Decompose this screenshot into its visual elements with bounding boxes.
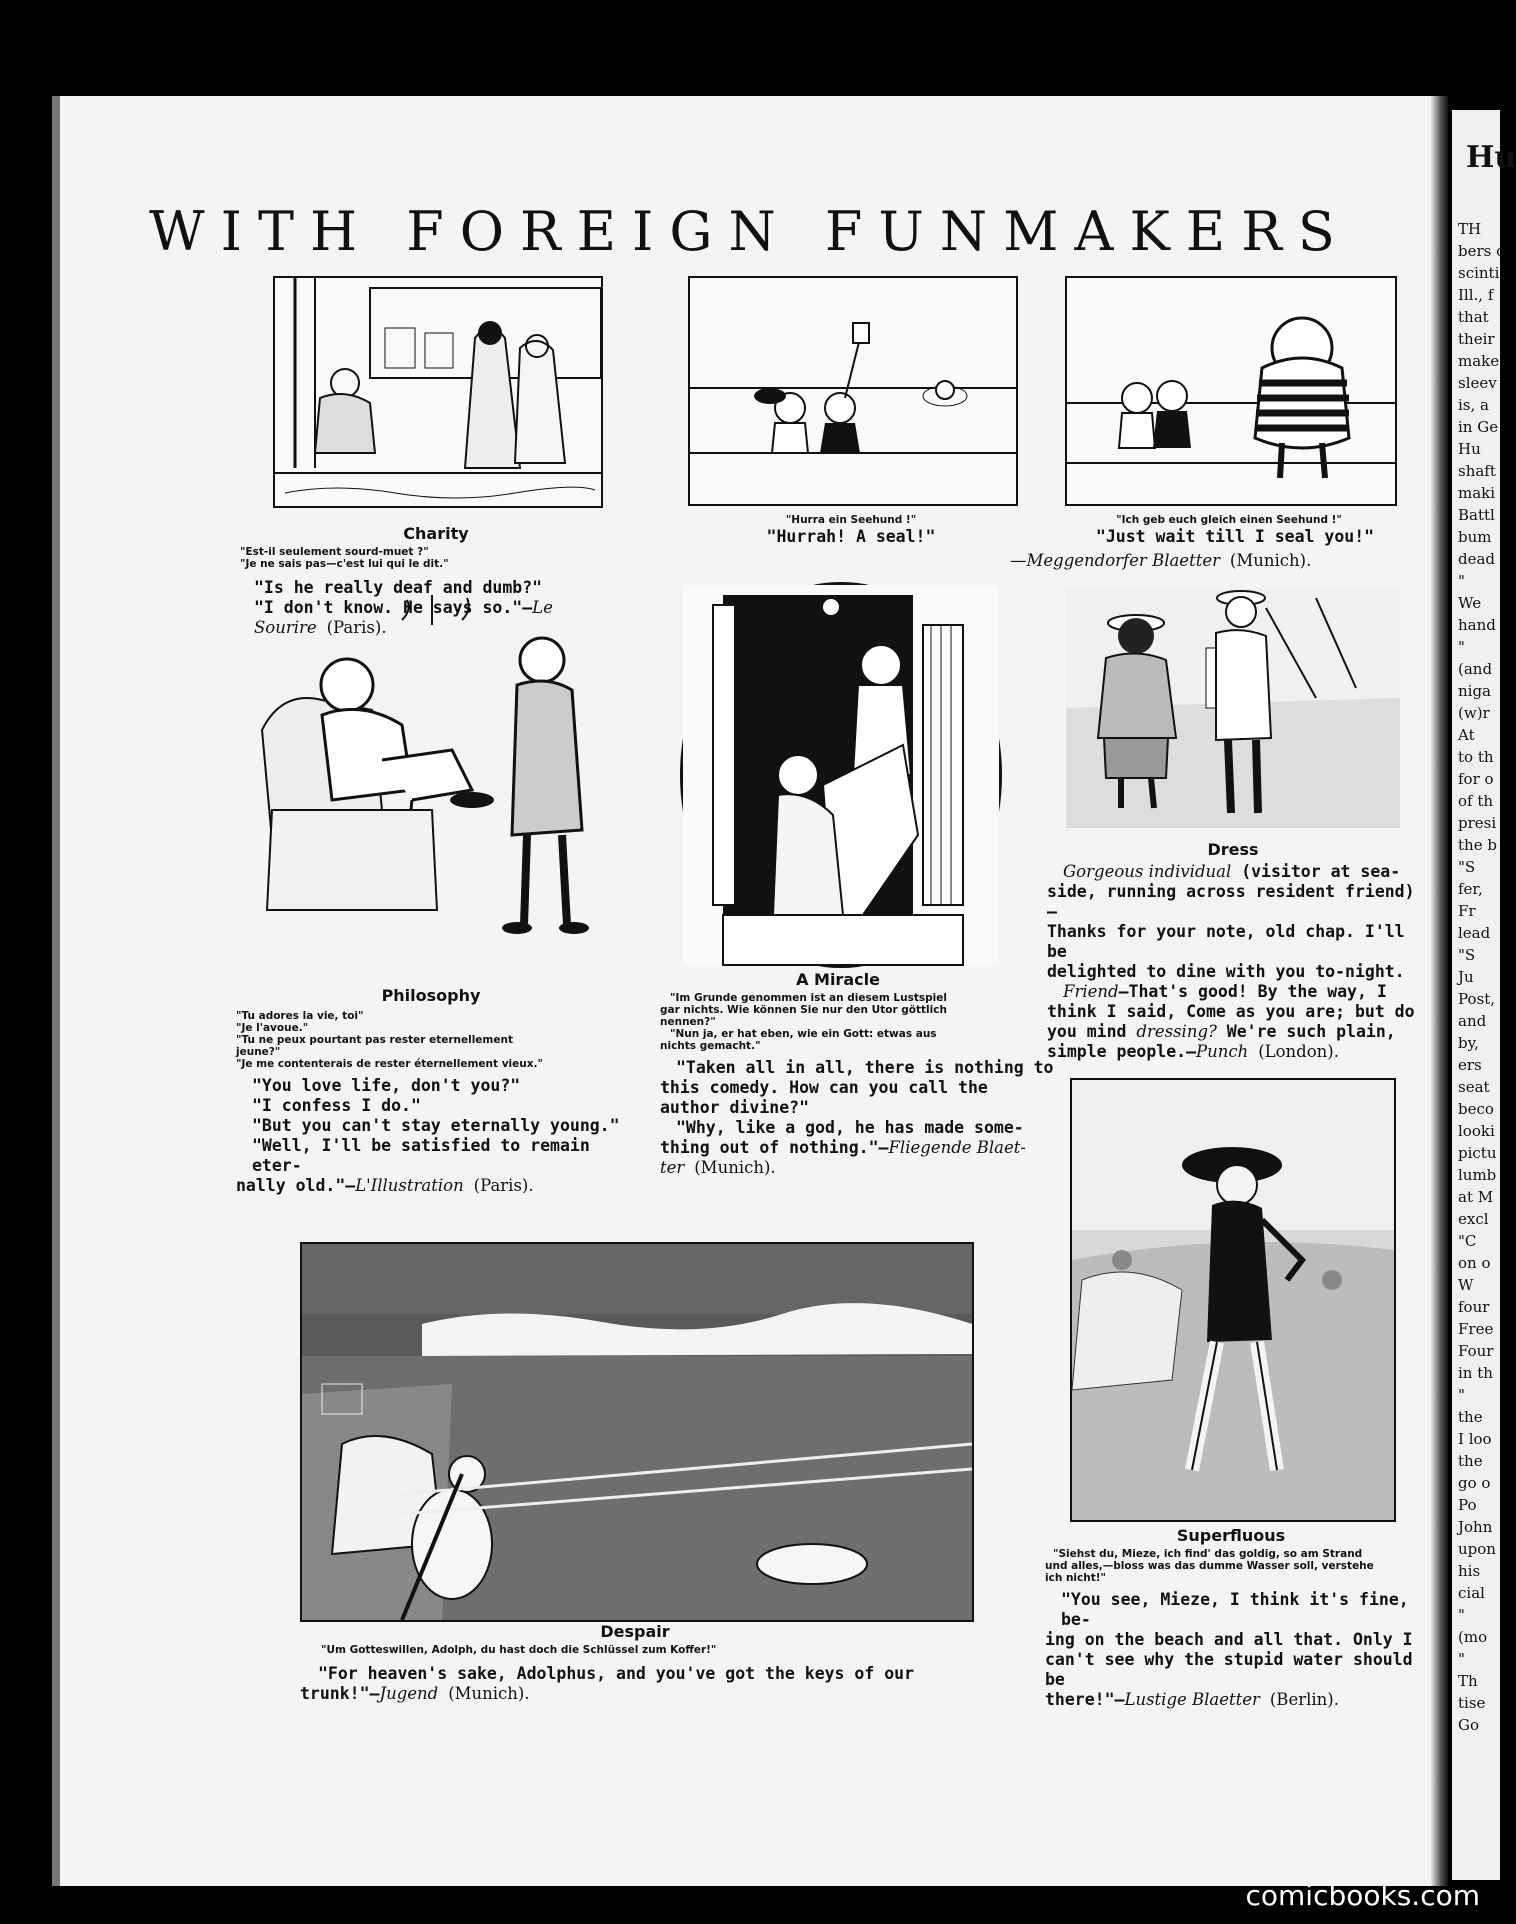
charity-original-line: "Est-il seulement sourd-muet ?" [240, 546, 429, 558]
dress-caption-title: Dress [1207, 840, 1259, 859]
miracle-line: "Why, like a god, he has made some- [676, 1118, 1024, 1137]
dress-illustration [1066, 588, 1400, 828]
seal-one-original: "Hurra ein Seehund !" [785, 514, 917, 526]
charity-illustration [275, 278, 601, 506]
adjacent-page-fragment: " [1458, 572, 1465, 590]
charity-original-text [240, 546, 449, 570]
adjacent-page-fragment: the [1458, 1408, 1483, 1426]
dress-line-text: —That's good! By the way, I [1118, 982, 1387, 1001]
superfluous-line: ing on the beach and all that. Only I [1045, 1630, 1413, 1649]
seal-two-source: —Meggendorfer Blaetter [1010, 551, 1220, 570]
superfluous-original-text [1045, 1548, 1374, 1584]
adjacent-page-fragment: presi [1458, 814, 1497, 832]
adjacent-page-fragment: beco [1458, 1100, 1494, 1118]
miracle-translation [660, 1058, 1060, 1178]
adjacent-page-fragment: Free [1458, 1320, 1494, 1338]
philosophy-caption-title: Philosophy [381, 986, 481, 1005]
adjacent-page-fragment: Hu [1458, 440, 1481, 458]
despair-line-text: trunk!"— [300, 1684, 380, 1703]
philosophy-source: L'Illustration [355, 1176, 464, 1195]
adjacent-page-fragment: W [1458, 1276, 1474, 1294]
miracle-original-line: gar nichts. Wie können Sie nur den Utor göttlich [660, 1004, 947, 1016]
philosophy-line: "But you can't stay eternally young." [252, 1116, 620, 1135]
adjacent-page-fragment: pictu [1458, 1144, 1497, 1162]
adjacent-page-fragment: shaft [1458, 462, 1496, 480]
superfluous-location: (Berlin). [1269, 1690, 1339, 1709]
miracle-line-text: thing out of nothing."— [660, 1138, 889, 1157]
adjacent-page-fragment: lead [1458, 924, 1491, 942]
miracle-original-line: nichts gemacht." [660, 1040, 761, 1052]
adjacent-page-fragment: the b [1458, 836, 1497, 854]
adjacent-page-fragment: At [1458, 726, 1475, 744]
adjacent-page-fragment: lumb [1458, 1166, 1497, 1184]
miracle-original-line: "Nun ja, er hat eben, wie ein Gott: etwas aus [670, 1028, 937, 1040]
charity-original-line: "Je ne sais pas—c'est lui qui le dit." [240, 558, 449, 570]
superfluous-original-line: ich nicht!" [1045, 1572, 1107, 1584]
superfluous-caption-title: Superfluous [1176, 1526, 1286, 1545]
adjacent-page-fragment: Ill., f [1458, 286, 1494, 304]
dress-speaker: Gorgeous individual [1063, 862, 1232, 881]
philosophy-translation [236, 1076, 636, 1196]
philosophy-line: "Well, I'll be satisfied to remain eter- [252, 1136, 590, 1175]
miracle-caption-title: A Miracle [796, 970, 880, 989]
superfluous-original-line: "Siehst du, Mieze, ich find' das goldig, so am Strand [1053, 1548, 1363, 1560]
miracle-source: Fliegende Blaet- [888, 1138, 1026, 1157]
adjacent-page-fragment: bum [1458, 528, 1492, 546]
adjacent-page-fragment: Th [1458, 1672, 1478, 1690]
adjacent-page-fragment: Four [1458, 1342, 1494, 1360]
adjacent-page-fragment: scinti [1458, 264, 1500, 282]
adjacent-page-fragment: Ju [1458, 968, 1474, 986]
dress-source: Punch [1196, 1042, 1249, 1061]
adjacent-page-fragment: excl [1458, 1210, 1489, 1228]
adjacent-page-fragment: to th [1458, 748, 1494, 766]
seal-cartoon-two [1065, 276, 1397, 506]
superfluous-line: can't see why the stupid water should be [1045, 1650, 1413, 1689]
dress-friend: Friend [1063, 982, 1119, 1001]
philosophy-original-line: jeune?" [236, 1046, 281, 1058]
dress-line [1047, 1042, 1417, 1062]
despair-cartoon [300, 1242, 974, 1622]
adjacent-page-fragment: "C [1458, 1232, 1477, 1250]
dress-line-text: simple people.— [1047, 1042, 1197, 1061]
miracle-line: this comedy. How can you call the [660, 1078, 988, 1097]
adjacent-page-fragment: Go [1458, 1716, 1480, 1734]
charity-translation-text: "I don't know. He says so."— [254, 598, 533, 617]
adjacent-page-fragment: make [1458, 352, 1500, 370]
miracle-line: "Taken all in all, there is nothing to [676, 1058, 1054, 1077]
seal-two-illustration [1067, 278, 1395, 504]
adjacent-page-fragment: go o [1458, 1474, 1491, 1492]
adjacent-page-fragment: in Ge [1458, 418, 1499, 436]
adjacent-page-fragment: looki [1458, 1122, 1495, 1140]
seal-two-original: "Ich geb euch gleich einen Seehund !" [1116, 514, 1342, 526]
adjacent-page-fragment: "S [1458, 858, 1476, 876]
miracle-original-line: "Im Grunde genommen ist an diesem Lustspiel [670, 992, 947, 1004]
adjacent-page-fragment: " [1458, 1650, 1465, 1668]
adjacent-page-fragment: (and [1458, 660, 1493, 678]
seal-one-translation: "Hurrah! A seal!" [766, 527, 936, 546]
adjacent-page-fragment: that [1458, 308, 1489, 326]
despair-translation [300, 1664, 1020, 1704]
seal-two-translation: "Just wait till I seal you!" [1095, 527, 1375, 546]
dress-line [1047, 1022, 1417, 1042]
adjacent-page-fragment: the [1458, 1452, 1483, 1470]
adjacent-page-title: Hu [1466, 140, 1516, 175]
dress-line-text: (visitor at sea- [1241, 862, 1401, 881]
adjacent-page-fragment: ers [1458, 1056, 1482, 1074]
page-gutter [1430, 96, 1448, 1886]
adjacent-page-fragment: his [1458, 1562, 1481, 1580]
philosophy-cartoon [262, 590, 600, 950]
despair-caption-title: Despair [600, 1622, 670, 1641]
adjacent-page-fragment: on o [1458, 1254, 1491, 1272]
adjacent-page-fragment: in th [1458, 1364, 1493, 1382]
dress-caption [1047, 862, 1417, 1062]
adjacent-page-fragment: " [1458, 1606, 1465, 1624]
dress-location: (London). [1258, 1042, 1339, 1061]
adjacent-page-fragment: cial [1458, 1584, 1485, 1602]
despair-location: (Munich). [448, 1684, 530, 1703]
adjacent-page-fragment: at M [1458, 1188, 1494, 1206]
superfluous-line [1045, 1690, 1425, 1710]
dress-line: delighted to dine with you to-night. [1047, 962, 1405, 981]
philosophy-line: "You love life, don't you?" [252, 1076, 521, 1095]
dress-cartoon [1066, 588, 1400, 828]
adjacent-page-fragment: TH [1458, 220, 1482, 238]
despair-line: "For heaven's sake, Adolphus, and you've got the keys of our [318, 1664, 915, 1683]
philosophy-line: "I confess I do." [252, 1096, 421, 1115]
charity-cartoon [273, 276, 603, 508]
philosophy-line [236, 1176, 636, 1196]
adjacent-page-fragment: Po [1458, 1496, 1477, 1514]
philosophy-line-text: nally old."— [236, 1176, 356, 1195]
philosophy-original-line: "Je me contenterais de rester éternellement vieux." [236, 1058, 543, 1070]
adjacent-page-fragment: Post, [1458, 990, 1496, 1008]
adjacent-page-fragment: dead [1458, 550, 1496, 568]
adjacent-page-fragment: fer, [1458, 880, 1483, 898]
superfluous-source: Lustige Blaetter [1124, 1690, 1260, 1709]
seal-one-illustration [690, 278, 1016, 504]
adjacent-page-fragment: hand [1458, 616, 1496, 634]
adjacent-page-fragment: sleev [1458, 374, 1497, 392]
adjacent-page-fragment: for o [1458, 770, 1494, 788]
adjacent-page-fragment: maki [1458, 484, 1496, 502]
adjacent-page-fragment: " [1458, 1386, 1465, 1404]
dress-line [1047, 982, 1417, 1002]
philosophy-original-text [236, 1010, 543, 1070]
miracle-illustration [683, 585, 999, 965]
miracle-original-line: nennen?" [660, 1016, 716, 1028]
adjacent-page-fragment: seat [1458, 1078, 1490, 1096]
dress-line: think I said, Come as you are; but do [1047, 1002, 1415, 1021]
adjacent-page-fragment: (w)r [1458, 704, 1490, 722]
charity-source: Le Sourire [254, 598, 553, 637]
philosophy-original-line: "Je l'avoue." [236, 1022, 309, 1034]
adjacent-page-fragment: is, a [1458, 396, 1489, 414]
dress-line [1047, 862, 1417, 882]
despair-source: Jugend [379, 1684, 439, 1703]
adjacent-page [1452, 110, 1516, 1880]
miracle-line [660, 1138, 1060, 1158]
despair-original: "Um Gotteswillen, Adolph, du hast doch die Schlüssel zum Koffer!" [321, 1644, 717, 1656]
miracle-location: (Munich). [694, 1158, 776, 1177]
adjacent-page-fragment: (mo [1458, 1628, 1488, 1646]
site-watermark: comicbooks.com [1245, 1879, 1480, 1912]
superfluous-original-line: und alles,—bloss was das dumme Wasser soll, verstehe [1045, 1560, 1374, 1572]
adjacent-page-fragment: four [1458, 1298, 1490, 1316]
page-headline: WITH FOREIGN FUNMAKERS [149, 200, 1351, 263]
dress-line: side, running across resident friend)— [1047, 882, 1415, 921]
despair-illustration [302, 1244, 972, 1620]
despair-line [300, 1684, 1020, 1704]
charity-caption-title: Charity [403, 524, 469, 543]
superfluous-line-text: there!"— [1045, 1690, 1125, 1709]
adjacent-page-fragment: Fr [1458, 902, 1476, 920]
miracle-line [660, 1158, 1060, 1178]
seal-cartoon-one [688, 276, 1018, 506]
adjacent-page-fragment: " [1458, 638, 1465, 656]
miracle-line: author divine?" [660, 1098, 810, 1117]
adjacent-page-fragment: by, [1458, 1034, 1479, 1052]
adjacent-page-fragment: "S [1458, 946, 1476, 964]
dress-line: Thanks for your note, old chap. I'll be [1047, 922, 1405, 961]
dress-line-text: you mind [1047, 1022, 1137, 1041]
adjacent-page-fragment: John [1458, 1518, 1493, 1536]
adjacent-page-fragment: upon [1458, 1540, 1496, 1558]
superfluous-cartoon [1070, 1078, 1396, 1522]
miracle-cartoon [680, 582, 1002, 968]
adjacent-page-fragment: tise [1458, 1694, 1486, 1712]
charity-location: (Paris). [326, 618, 387, 637]
miracle-original-text [660, 992, 947, 1052]
superfluous-illustration [1072, 1080, 1394, 1520]
superfluous-translation [1045, 1590, 1425, 1710]
miracle-source-cont: ter [660, 1158, 685, 1177]
adjacent-page-fragment: We [1458, 594, 1482, 612]
adjacent-page-fragment: and [1458, 1012, 1487, 1030]
superfluous-line: "You see, Mieze, I think it's fine, be- [1061, 1590, 1409, 1629]
adjacent-page-fragment: of th [1458, 792, 1494, 810]
adjacent-page-fragment: bers c [1458, 242, 1505, 260]
philosophy-location: (Paris). [473, 1176, 534, 1195]
adjacent-page-fragment: I loo [1458, 1430, 1492, 1448]
adjacent-page-fragment: their [1458, 330, 1495, 348]
charity-translation-line: "Is he really deaf and dumb?" [254, 578, 543, 597]
seal-two-location: (Munich). [1229, 551, 1312, 570]
adjacent-page-fragment: Battl [1458, 506, 1495, 524]
dress-emphasis: dressing? [1136, 1022, 1217, 1041]
philosophy-illustration [262, 590, 600, 950]
philosophy-original-line: "Tu adores la vie, toi" [236, 1010, 364, 1022]
philosophy-original-line: "Tu ne peux pourtant pas rester eternellement [236, 1034, 513, 1046]
seal-two-credit [1010, 551, 1410, 571]
dress-line-text: We're such plain, [1216, 1022, 1396, 1041]
adjacent-page-fragment: niga [1458, 682, 1492, 700]
